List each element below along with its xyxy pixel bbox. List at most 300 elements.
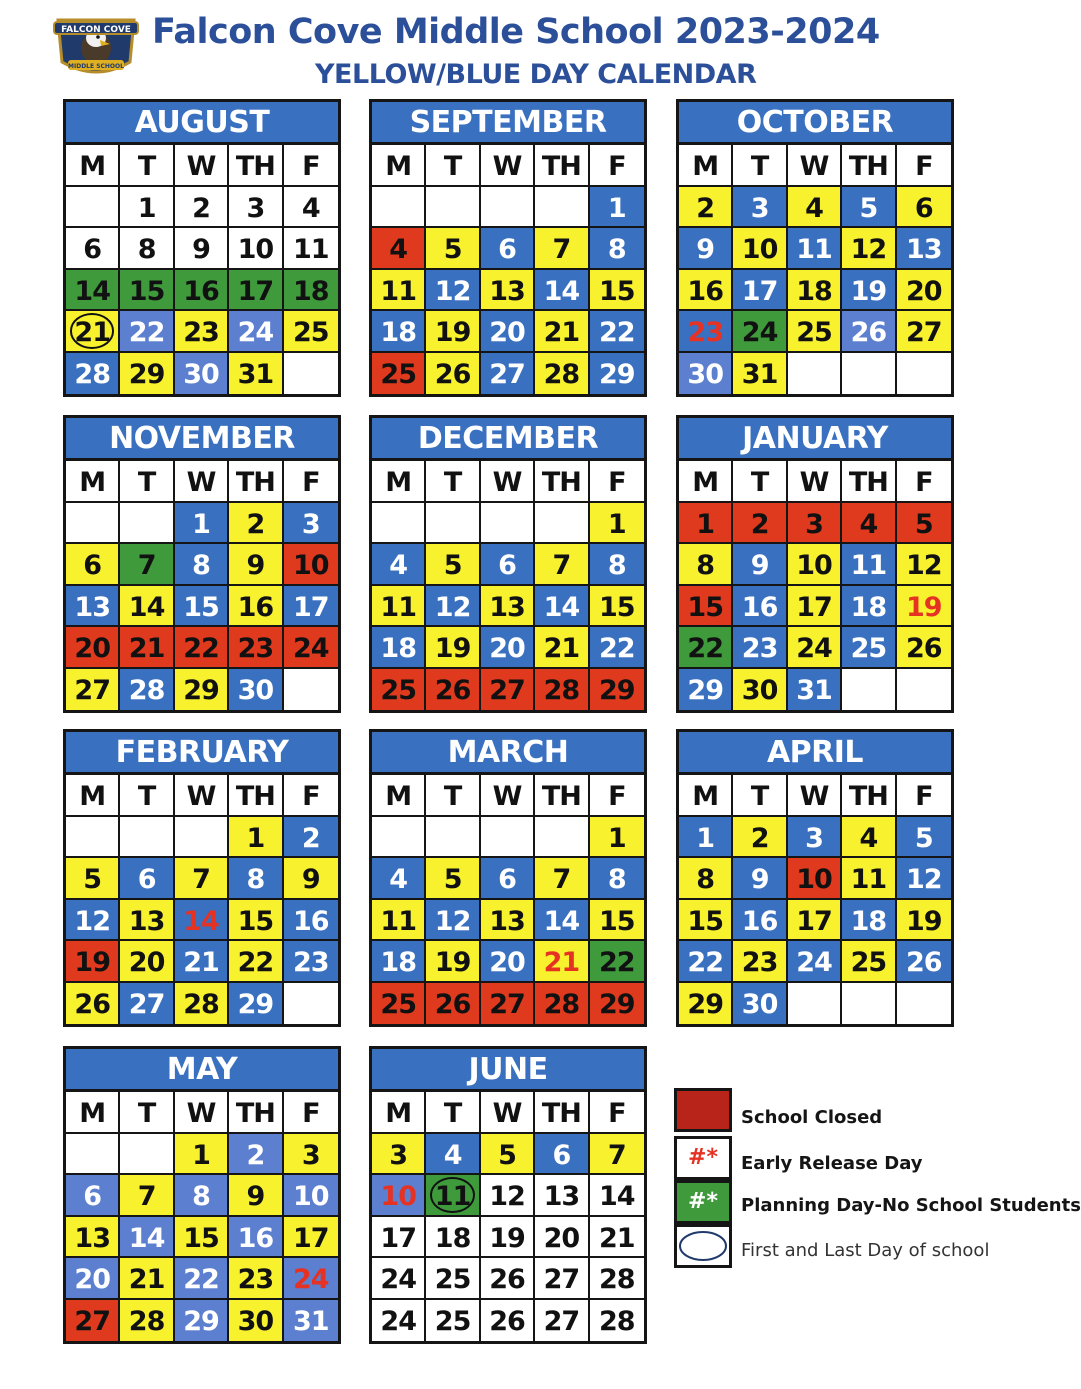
day-cell: 26 (426, 983, 480, 1025)
weekday-header: W (481, 1092, 535, 1134)
day-cell: 15 (590, 586, 644, 628)
weekday-header: M (66, 775, 120, 817)
day-cell: 27 (66, 1300, 120, 1342)
day-cell: 28 (590, 1258, 644, 1300)
weekday-header: TH (842, 145, 896, 187)
weekday-header: M (679, 461, 733, 503)
day-grid (679, 461, 951, 710)
weekday-header: W (481, 461, 535, 503)
day-cell: 8 (229, 858, 283, 900)
month-title: MAY (66, 1049, 338, 1092)
empty-cell (897, 983, 951, 1025)
day-cell: 6 (66, 1175, 120, 1217)
day-grid (372, 461, 644, 710)
weekday-header: W (175, 1092, 229, 1134)
day-cell: 18 (372, 627, 426, 669)
day-cell: 1 (120, 187, 174, 229)
day-cell: 16 (229, 1217, 283, 1259)
day-grid (66, 461, 338, 710)
day-cell: 1 (175, 503, 229, 545)
day-cell: 14 (535, 270, 589, 312)
weekday-header: T (426, 145, 480, 187)
weekday-header: M (372, 145, 426, 187)
day-cell: 30 (229, 1300, 283, 1342)
day-cell: 2 (733, 503, 787, 545)
day-cell: 19 (66, 941, 120, 983)
day-cell: 8 (120, 228, 174, 270)
day-cell: 6 (66, 228, 120, 270)
day-cell: 26 (481, 1300, 535, 1342)
day-cell: 13 (66, 1217, 120, 1259)
day-cell: 28 (175, 983, 229, 1025)
weekday-header: F (590, 461, 644, 503)
month-title: DECEMBER (372, 418, 644, 461)
day-cell: 29 (679, 669, 733, 711)
month-title: AUGUST (66, 102, 338, 145)
day-cell: 30 (733, 669, 787, 711)
day-cell: 11 (842, 858, 896, 900)
day-cell: 15 (679, 900, 733, 942)
empty-cell (372, 817, 426, 859)
day-cell: 25 (788, 311, 842, 353)
legend-school-closed-swatch (674, 1088, 732, 1132)
month-november (63, 415, 341, 713)
day-cell: 26 (842, 311, 896, 353)
day-cell: 4 (372, 544, 426, 586)
day-grid (679, 775, 951, 1024)
day-cell: 20 (897, 270, 951, 312)
empty-cell (788, 353, 842, 395)
empty-cell (535, 503, 589, 545)
day-cell: 19 (426, 311, 480, 353)
day-cell: 19 (481, 1217, 535, 1259)
day-cell: 15 (229, 900, 283, 942)
day-cell: 18 (842, 586, 896, 628)
circle-icon (677, 1227, 729, 1265)
month-march (369, 729, 647, 1027)
day-cell: 12 (842, 228, 896, 270)
day-cell: 17 (372, 1217, 426, 1259)
day-cell: 12 (426, 586, 480, 628)
day-grid (66, 775, 338, 1024)
day-cell: 5 (66, 858, 120, 900)
day-cell: 8 (679, 858, 733, 900)
day-cell: 10 (284, 1175, 338, 1217)
day-cell: 11 (788, 228, 842, 270)
day-cell: 9 (284, 858, 338, 900)
day-cell: 15 (590, 270, 644, 312)
day-cell: 8 (590, 544, 644, 586)
day-cell: 27 (66, 669, 120, 711)
day-cell: 25 (372, 983, 426, 1025)
weekday-header: T (426, 461, 480, 503)
weekday-header: T (426, 1092, 480, 1134)
month-september (369, 99, 647, 397)
day-cell: 9 (733, 858, 787, 900)
day-cell: 31 (733, 353, 787, 395)
day-cell: 13 (120, 900, 174, 942)
day-cell: 29 (175, 1300, 229, 1342)
day-cell: 17 (788, 586, 842, 628)
day-cell: 8 (679, 544, 733, 586)
day-cell: 28 (535, 983, 589, 1025)
weekday-header: F (590, 145, 644, 187)
legend-planning-swatch: #* (674, 1180, 732, 1224)
day-cell: 5 (426, 228, 480, 270)
month-title: NOVEMBER (66, 418, 338, 461)
day-cell: 26 (897, 627, 951, 669)
day-cell: 3 (284, 1134, 338, 1176)
day-cell: 29 (229, 983, 283, 1025)
logo-text-top: FALCON COVE (61, 25, 131, 35)
day-cell: 2 (679, 187, 733, 229)
weekday-header: T (120, 461, 174, 503)
empty-cell (897, 353, 951, 395)
day-cell: 28 (535, 669, 589, 711)
logo-text-bottom: MIDDLE SCHOOL (68, 63, 124, 70)
day-cell: 2 (284, 817, 338, 859)
empty-cell (842, 353, 896, 395)
day-cell: 13 (66, 586, 120, 628)
day-cell: 15 (175, 586, 229, 628)
day-cell: 22 (229, 941, 283, 983)
weekday-header: W (788, 145, 842, 187)
weekday-header: M (372, 775, 426, 817)
day-cell: 4 (788, 187, 842, 229)
day-cell: 25 (372, 353, 426, 395)
month-april (676, 729, 954, 1027)
day-cell: 24 (372, 1300, 426, 1342)
day-cell: 21 (66, 311, 120, 353)
day-cell: 3 (788, 817, 842, 859)
day-cell: 15 (175, 1217, 229, 1259)
day-cell: 9 (229, 544, 283, 586)
day-cell: 4 (842, 503, 896, 545)
day-cell: 30 (679, 353, 733, 395)
day-cell: 25 (426, 1258, 480, 1300)
day-cell: 2 (175, 187, 229, 229)
page-title: Falcon Cove Middle School 2023-2024 (152, 12, 880, 52)
day-cell: 21 (175, 941, 229, 983)
weekday-header: TH (535, 145, 589, 187)
day-cell: 24 (229, 311, 283, 353)
day-cell: 21 (120, 627, 174, 669)
day-cell: 5 (897, 817, 951, 859)
day-cell: 26 (426, 669, 480, 711)
empty-cell (481, 187, 535, 229)
weekday-header: T (120, 1092, 174, 1134)
empty-cell (372, 187, 426, 229)
empty-cell (426, 187, 480, 229)
day-cell: 3 (788, 503, 842, 545)
day-cell: 8 (590, 228, 644, 270)
empty-cell (481, 817, 535, 859)
day-cell: 20 (481, 627, 535, 669)
day-cell: 24 (788, 941, 842, 983)
day-cell: 6 (897, 187, 951, 229)
empty-cell (842, 669, 896, 711)
empty-cell (66, 187, 120, 229)
day-cell: 5 (481, 1134, 535, 1176)
weekday-header: F (284, 145, 338, 187)
day-cell: 14 (175, 900, 229, 942)
day-cell: 28 (535, 353, 589, 395)
day-cell: 11 (372, 586, 426, 628)
day-grid (66, 145, 338, 394)
day-cell: 5 (426, 544, 480, 586)
day-cell: 29 (590, 983, 644, 1025)
weekday-header: T (733, 775, 787, 817)
day-cell: 22 (175, 1258, 229, 1300)
day-cell: 10 (788, 544, 842, 586)
day-cell: 12 (66, 900, 120, 942)
empty-cell (120, 817, 174, 859)
day-cell: 14 (590, 1175, 644, 1217)
weekday-header: T (733, 461, 787, 503)
day-cell: 31 (284, 1300, 338, 1342)
day-cell: 15 (590, 900, 644, 942)
day-cell: 2 (733, 817, 787, 859)
day-cell: 6 (66, 544, 120, 586)
weekday-header: F (897, 775, 951, 817)
month-october (676, 99, 954, 397)
day-cell: 11 (842, 544, 896, 586)
weekday-header: T (120, 145, 174, 187)
weekday-header: T (733, 145, 787, 187)
day-cell: 11 (372, 900, 426, 942)
weekday-header: W (175, 775, 229, 817)
weekday-header: M (66, 1092, 120, 1134)
day-cell: 20 (535, 1217, 589, 1259)
weekday-header: F (284, 461, 338, 503)
weekday-header: TH (229, 775, 283, 817)
empty-cell (426, 817, 480, 859)
month-december (369, 415, 647, 713)
day-cell: 18 (426, 1217, 480, 1259)
day-cell: 20 (120, 941, 174, 983)
day-cell: 13 (481, 270, 535, 312)
day-cell: 12 (426, 900, 480, 942)
empty-cell (284, 353, 338, 395)
day-cell: 17 (284, 586, 338, 628)
legend-early-release-swatch: #* (674, 1136, 732, 1180)
day-cell: 4 (284, 187, 338, 229)
legend-first-last-label: First and Last Day of school (741, 1240, 990, 1261)
day-cell: 23 (229, 1258, 283, 1300)
month-title: OCTOBER (679, 102, 951, 145)
day-cell: 3 (229, 187, 283, 229)
weekday-header: F (897, 461, 951, 503)
day-cell: 2 (229, 1134, 283, 1176)
day-cell: 15 (679, 586, 733, 628)
day-cell: 22 (590, 311, 644, 353)
legend-school-closed-label: School Closed (741, 1107, 883, 1128)
day-cell: 14 (535, 900, 589, 942)
day-cell: 25 (842, 941, 896, 983)
day-cell: 13 (481, 900, 535, 942)
day-cell: 6 (481, 544, 535, 586)
day-cell: 29 (120, 353, 174, 395)
day-cell: 14 (120, 1217, 174, 1259)
day-cell: 8 (590, 858, 644, 900)
legend-early-release-label: Early Release Day (741, 1153, 923, 1174)
day-cell: 10 (284, 544, 338, 586)
day-cell: 14 (535, 586, 589, 628)
day-cell: 18 (372, 941, 426, 983)
weekday-header: W (788, 775, 842, 817)
day-cell: 7 (535, 858, 589, 900)
day-cell: 31 (788, 669, 842, 711)
day-cell: 18 (842, 900, 896, 942)
day-cell: 11 (372, 270, 426, 312)
day-cell: 30 (229, 669, 283, 711)
month-title: FEBRUARY (66, 732, 338, 775)
day-cell: 26 (66, 983, 120, 1025)
day-cell: 3 (372, 1134, 426, 1176)
day-cell: 28 (66, 353, 120, 395)
month-february (63, 729, 341, 1027)
month-january (676, 415, 954, 713)
day-cell: 1 (679, 503, 733, 545)
day-cell: 24 (788, 627, 842, 669)
day-cell: 5 (426, 858, 480, 900)
day-cell: 19 (897, 900, 951, 942)
month-title: MARCH (372, 732, 644, 775)
day-cell: 22 (590, 941, 644, 983)
month-title: APRIL (679, 732, 951, 775)
day-cell: 20 (66, 1258, 120, 1300)
day-cell: 21 (535, 627, 589, 669)
day-cell: 10 (372, 1175, 426, 1217)
day-cell: 9 (229, 1175, 283, 1217)
falcon-logo-icon (52, 12, 140, 78)
day-cell: 22 (679, 627, 733, 669)
day-cell: 7 (590, 1134, 644, 1176)
day-cell: 22 (590, 627, 644, 669)
day-cell: 16 (733, 586, 787, 628)
day-cell: 1 (590, 503, 644, 545)
weekday-header: M (679, 775, 733, 817)
day-cell: 17 (733, 270, 787, 312)
day-cell: 16 (679, 270, 733, 312)
empty-cell (426, 503, 480, 545)
day-cell: 17 (284, 1217, 338, 1259)
day-cell: 2 (229, 503, 283, 545)
day-cell: 8 (175, 1175, 229, 1217)
weekday-header: F (590, 775, 644, 817)
day-cell: 12 (481, 1175, 535, 1217)
day-cell: 17 (788, 900, 842, 942)
day-cell: 4 (372, 858, 426, 900)
day-cell: 9 (175, 228, 229, 270)
day-cell: 3 (733, 187, 787, 229)
day-cell: 18 (372, 311, 426, 353)
day-grid (372, 145, 644, 394)
day-cell: 23 (284, 941, 338, 983)
day-cell: 4 (842, 817, 896, 859)
day-cell: 11 (426, 1175, 480, 1217)
day-cell: 30 (733, 983, 787, 1025)
day-cell: 6 (535, 1134, 589, 1176)
day-cell: 21 (535, 941, 589, 983)
day-cell: 25 (284, 311, 338, 353)
empty-cell (788, 983, 842, 1025)
day-cell: 15 (120, 270, 174, 312)
day-cell: 20 (481, 311, 535, 353)
month-title: SEPTEMBER (372, 102, 644, 145)
weekday-header: T (120, 775, 174, 817)
empty-cell (897, 669, 951, 711)
empty-cell (120, 1134, 174, 1176)
day-cell: 4 (426, 1134, 480, 1176)
day-cell: 19 (426, 941, 480, 983)
day-cell: 1 (590, 817, 644, 859)
day-cell: 8 (175, 544, 229, 586)
day-cell: 22 (679, 941, 733, 983)
day-cell: 21 (535, 311, 589, 353)
weekday-header: TH (535, 461, 589, 503)
day-grid (66, 1092, 338, 1341)
day-cell: 1 (590, 187, 644, 229)
day-cell: 28 (120, 669, 174, 711)
day-cell: 13 (897, 228, 951, 270)
day-cell: 24 (284, 1258, 338, 1300)
weekday-header: TH (229, 461, 283, 503)
weekday-header: TH (842, 775, 896, 817)
day-cell: 27 (481, 983, 535, 1025)
day-cell: 27 (535, 1258, 589, 1300)
day-cell: 1 (229, 817, 283, 859)
day-cell: 13 (535, 1175, 589, 1217)
weekday-header: TH (842, 461, 896, 503)
day-cell: 21 (120, 1258, 174, 1300)
day-cell: 13 (481, 586, 535, 628)
day-cell: 12 (897, 858, 951, 900)
day-cell: 10 (229, 228, 283, 270)
day-cell: 7 (120, 544, 174, 586)
day-cell: 23 (175, 311, 229, 353)
day-cell: 17 (229, 270, 283, 312)
day-cell: 19 (426, 627, 480, 669)
day-cell: 29 (590, 669, 644, 711)
day-cell: 27 (481, 669, 535, 711)
day-cell: 23 (229, 627, 283, 669)
weekday-header: M (372, 461, 426, 503)
day-cell: 7 (120, 1175, 174, 1217)
day-cell: 20 (66, 627, 120, 669)
day-cell: 14 (66, 270, 120, 312)
school-logo (52, 12, 140, 78)
day-cell: 12 (897, 544, 951, 586)
day-cell: 26 (481, 1258, 535, 1300)
day-cell: 18 (788, 270, 842, 312)
day-cell: 5 (897, 503, 951, 545)
weekday-header: W (175, 145, 229, 187)
legend-first-last-swatch (674, 1224, 732, 1268)
day-cell: 21 (590, 1217, 644, 1259)
day-cell: 25 (426, 1300, 480, 1342)
day-cell: 1 (679, 817, 733, 859)
weekday-header: W (481, 145, 535, 187)
weekday-header: TH (229, 145, 283, 187)
day-cell: 26 (426, 353, 480, 395)
day-cell: 16 (733, 900, 787, 942)
day-cell: 26 (897, 941, 951, 983)
empty-cell (535, 817, 589, 859)
day-cell: 22 (120, 311, 174, 353)
day-cell: 29 (590, 353, 644, 395)
empty-cell (842, 983, 896, 1025)
